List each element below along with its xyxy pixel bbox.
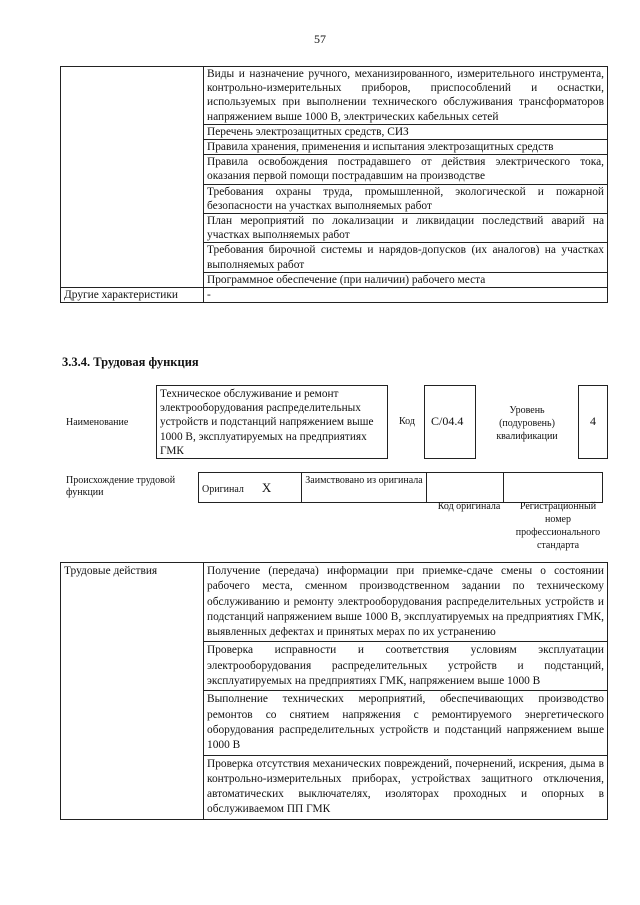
other-characteristics-value: - (204, 288, 608, 303)
knowledge-item: Требования бирочной системы и нарядов-допусков (их аналогов) на участках выполняемых работ (204, 243, 608, 272)
name-label: Наименование (66, 417, 129, 428)
code-label: Код (399, 416, 415, 427)
labor-action-item: Проверка исправности и соответствия условиям эксплуатации электрооборудования распределительных устройств и подстанций, эксплуатируемых на предприятиях ГМК, напряжением выше 1000 В (204, 642, 608, 691)
knowledge-item: Требования охраны труда, промышленной, экологической и пожарной безопасности на участках выполняемых работ (204, 184, 608, 213)
knowledge-item: План мероприятий по локализации и ликвидации последствий аварий на участках выполняемых работ (204, 214, 608, 243)
knowledge-item: Правила освобождения пострадавшего от действия электрического тока, оказания первой помощи пострадавшим на производстве (204, 155, 608, 184)
reg-number-label: Регистрационный номер профессионального стандарта (515, 501, 601, 551)
origin-table (198, 472, 603, 503)
labor-action-item: Выполнение технических мероприятий, обеспечивающих производство ремонтов со снятием напряжения с ремонтируемого энергетического оборудования распределительных устройств и подстанций напряжением выше 1000 В (204, 691, 608, 755)
origin-label: Происхождение трудовой функции (66, 475, 176, 498)
labor-actions-table (60, 562, 608, 820)
borrowed-cell: Заимствовано из оригинала (302, 473, 427, 503)
knowledge-item: Виды и назначение ручного, механизированного, измерительного инструмента, контрольно-измерительных приборов, приспособлений и оснастки, используемых при выполнении технического обслуживания трансформаторов напряжением выше 1000 В, электрических кабельных сетей (204, 67, 608, 125)
knowledge-item: Перечень электрозащитных средств, СИЗ (204, 124, 608, 139)
knowledge-table (60, 66, 608, 303)
level-value: 4 (578, 385, 608, 459)
reg-number-cell (504, 473, 603, 503)
page-number: 57 (314, 32, 326, 46)
knowledge-item: Программное обеспечение (при наличии) рабочего места (204, 272, 608, 287)
original-mark: X (261, 479, 272, 495)
original-cell (199, 473, 302, 503)
labor-actions-label: Трудовые действия (61, 563, 204, 820)
labor-action-item: Проверка отсутствия механических повреждений, почернений, искрения, дыма в контрольно-измерительных приборах, устройствах защитного отключения, автоматических выключателях, изоляторах проходных и опорных в обслуживаемом ПП ГМК (204, 755, 608, 819)
other-characteristics-label: Другие характеристики (61, 288, 204, 303)
level-label: Уровень (подуровень) квалификации (496, 405, 558, 442)
function-name: Техническое обслуживание и ремонт электрооборудования распределительных устройств и подстанций напряжением выше 1000 В, эксплуатируемых на предприятиях ГМК (156, 385, 388, 459)
function-code: C/04.4 (424, 385, 476, 459)
original-label: Оригинал (202, 483, 244, 495)
knowledge-item: Правила хранения, применения и испытания электрозащитных средств (204, 140, 608, 155)
code-original-label: Код оригинала (437, 501, 501, 512)
code-original-cell (427, 473, 504, 503)
labor-action-item: Получение (передача) информации при приемке-сдаче смены о состоянии рабочего места, сменном производственном задании по техническому обслуживанию и ремонту электрооборудования распределительных устройств и подстанций напряжением выше 1000 В, эксплуатируемых на предприятиях ГМК, выявленных дефектах и принятых мерах по их устранению (204, 563, 608, 642)
section-heading: 3.3.4. Трудовая функция (62, 355, 199, 369)
empty-cell (61, 67, 204, 288)
